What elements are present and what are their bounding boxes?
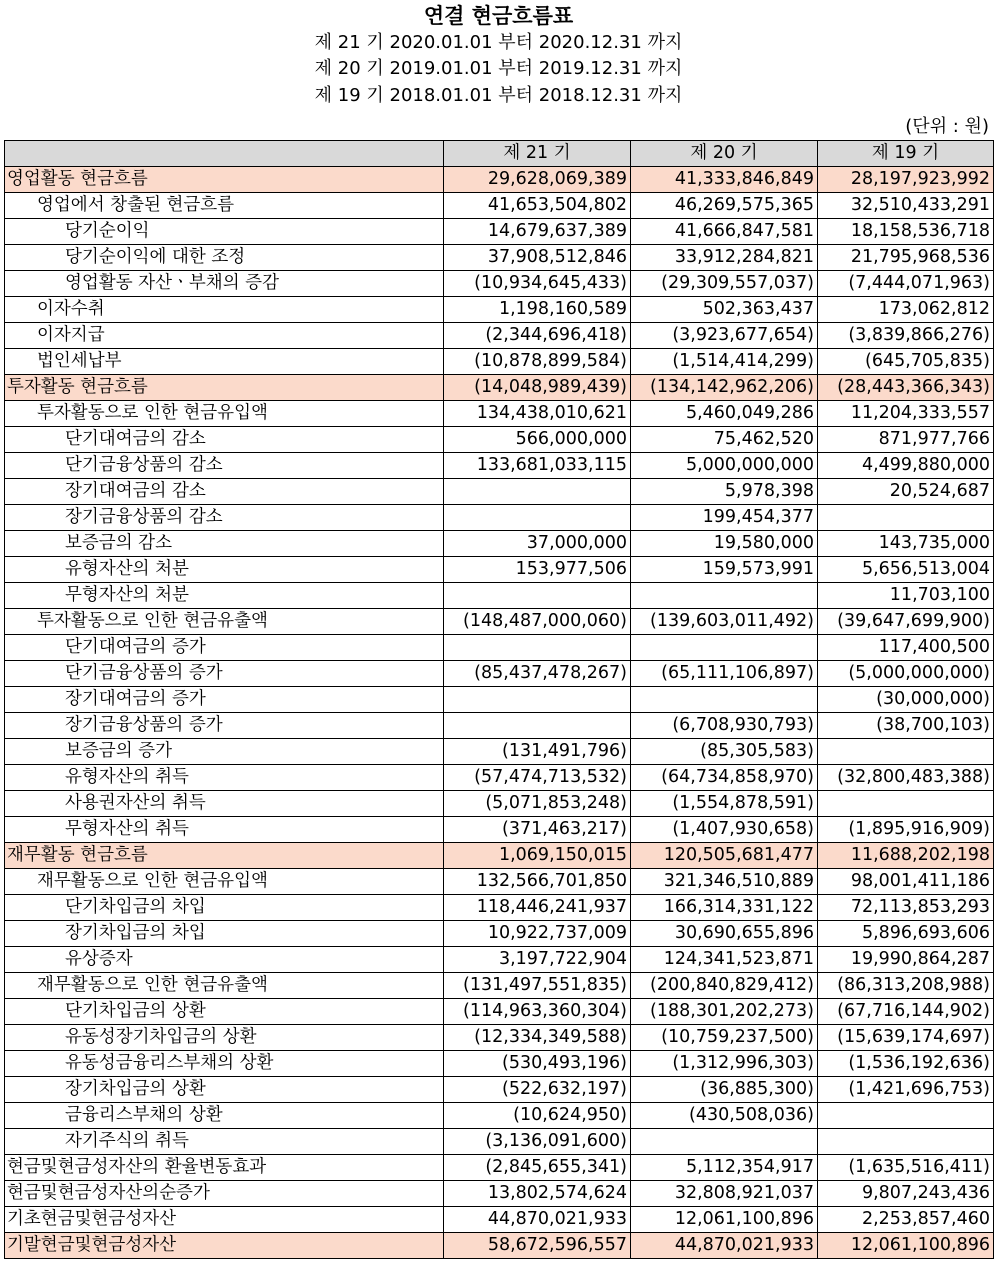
row-label: 자기주식의 취득 <box>5 1129 444 1155</box>
row-value-20: (430,508,036) <box>631 1103 818 1129</box>
row-value-21: (85,437,478,267) <box>444 661 631 687</box>
row-value-20: (64,734,858,970) <box>631 765 818 791</box>
unit-label: (단위 : 원) <box>905 116 989 137</box>
row-value-21: (10,624,950) <box>444 1103 631 1129</box>
row-value-21: (530,493,196) <box>444 1051 631 1077</box>
row-label: 현금및현금성자산의순증가 <box>5 1181 444 1207</box>
row-value-21: (3,136,091,600) <box>444 1129 631 1155</box>
row-value-21: (5,071,853,248) <box>444 791 631 817</box>
row-value-19: (28,443,366,343) <box>818 375 994 401</box>
row-value-20 <box>631 1129 818 1155</box>
row-value-19 <box>818 791 994 817</box>
row-label: 투자활동으로 인한 현금유입액 <box>5 401 444 427</box>
row-value-19 <box>818 505 994 531</box>
row-value-21: 58,672,596,557 <box>444 1233 631 1259</box>
row-label: 기말현금및현금성자산 <box>5 1233 444 1259</box>
row-label: 이자지급 <box>5 323 444 349</box>
table-row <box>5 245 994 271</box>
table-row <box>5 401 994 427</box>
row-value-19: 11,688,202,198 <box>818 843 994 869</box>
row-value-20: 41,666,847,581 <box>631 219 818 245</box>
row-value-21: (522,632,197) <box>444 1077 631 1103</box>
table-row <box>5 1025 994 1051</box>
row-value-21 <box>444 505 631 531</box>
table-row <box>5 1103 994 1129</box>
row-value-20: 5,112,354,917 <box>631 1155 818 1181</box>
row-value-21 <box>444 713 631 739</box>
header-item <box>5 141 444 167</box>
row-value-20: (188,301,202,273) <box>631 999 818 1025</box>
table-row <box>5 427 994 453</box>
row-label: 단기대여금의 감소 <box>5 427 444 453</box>
row-value-20: (1,407,930,658) <box>631 817 818 843</box>
row-value-19: 12,061,100,896 <box>818 1233 994 1259</box>
row-label: 장기금융상품의 감소 <box>5 505 444 531</box>
row-value-20: (1,554,878,591) <box>631 791 818 817</box>
row-label: 유형자산의 취득 <box>5 765 444 791</box>
table-row <box>5 219 994 245</box>
row-value-19: 11,703,100 <box>818 583 994 609</box>
row-value-21: 41,653,504,802 <box>444 193 631 219</box>
table-row <box>5 375 994 401</box>
row-label: 영업활동 현금흐름 <box>5 167 444 193</box>
row-label: 장기대여금의 증가 <box>5 687 444 713</box>
table-row <box>5 1077 994 1103</box>
table-row <box>5 453 994 479</box>
row-value-20: 30,690,655,896 <box>631 921 818 947</box>
table-row <box>5 661 994 687</box>
row-value-21: (2,845,655,341) <box>444 1155 631 1181</box>
table-row <box>5 167 994 193</box>
row-value-21: (371,463,217) <box>444 817 631 843</box>
row-value-21: 14,679,637,389 <box>444 219 631 245</box>
row-label: 보증금의 감소 <box>5 531 444 557</box>
row-value-20: 44,870,021,933 <box>631 1233 818 1259</box>
table-row <box>5 635 994 661</box>
row-value-19: 72,113,853,293 <box>818 895 994 921</box>
row-label: 사용권자산의 취득 <box>5 791 444 817</box>
header-period-20: 제 20 기 <box>631 141 818 167</box>
row-value-21: (57,474,713,532) <box>444 765 631 791</box>
table-row <box>5 1129 994 1155</box>
row-value-20: (10,759,237,500) <box>631 1025 818 1051</box>
row-label: 투자활동으로 인한 현금유출액 <box>5 609 444 635</box>
table-row <box>5 505 994 531</box>
row-value-21: 134,438,010,621 <box>444 401 631 427</box>
row-value-20: 5,460,049,286 <box>631 401 818 427</box>
row-value-21: (10,878,899,584) <box>444 349 631 375</box>
row-label: 장기대여금의 감소 <box>5 479 444 505</box>
row-value-19: (1,536,192,636) <box>818 1051 994 1077</box>
row-value-20 <box>631 583 818 609</box>
row-value-21: 133,681,033,115 <box>444 453 631 479</box>
table-row <box>5 479 994 505</box>
row-value-20: 12,061,100,896 <box>631 1207 818 1233</box>
row-value-20: 502,363,437 <box>631 297 818 323</box>
row-value-20: 166,314,331,122 <box>631 895 818 921</box>
row-label: 금융리스부채의 상환 <box>5 1103 444 1129</box>
row-label: 무형자산의 처분 <box>5 583 444 609</box>
row-value-20: 124,341,523,871 <box>631 947 818 973</box>
table-row <box>5 1181 994 1207</box>
row-value-19: (7,444,071,963) <box>818 271 994 297</box>
row-label: 재무활동 현금흐름 <box>5 843 444 869</box>
table-row <box>5 193 994 219</box>
row-label: 단기금융상품의 감소 <box>5 453 444 479</box>
row-value-19: 18,158,536,718 <box>818 219 994 245</box>
row-value-21 <box>444 479 631 505</box>
row-label: 무형자산의 취득 <box>5 817 444 843</box>
row-value-21: (12,334,349,588) <box>444 1025 631 1051</box>
row-value-20 <box>631 687 818 713</box>
row-value-20: (1,514,414,299) <box>631 349 818 375</box>
table-row <box>5 583 994 609</box>
row-value-21: 13,802,574,624 <box>444 1181 631 1207</box>
row-value-19: 19,990,864,287 <box>818 947 994 973</box>
row-value-19: 9,807,243,436 <box>818 1181 994 1207</box>
table-row <box>5 1155 994 1181</box>
table-row <box>5 843 994 869</box>
row-label: 이자수취 <box>5 297 444 323</box>
row-value-21: (131,491,796) <box>444 739 631 765</box>
table-row <box>5 791 994 817</box>
row-value-20: 321,346,510,889 <box>631 869 818 895</box>
table-row <box>5 297 994 323</box>
period-line-21: 제 21 기 2020.01.01 부터 2020.12.31 까지 <box>314 32 683 53</box>
table-row <box>5 557 994 583</box>
row-value-19: (32,800,483,388) <box>818 765 994 791</box>
row-value-20: (134,142,962,206) <box>631 375 818 401</box>
row-value-19: 5,896,693,606 <box>818 921 994 947</box>
table-row <box>5 739 994 765</box>
table-row <box>5 921 994 947</box>
table-row <box>5 765 994 791</box>
row-value-19: 21,795,968,536 <box>818 245 994 271</box>
row-label: 당기순이익 <box>5 219 444 245</box>
row-value-20: 19,580,000 <box>631 531 818 557</box>
row-label: 단기차입금의 차입 <box>5 895 444 921</box>
row-value-21: 132,566,701,850 <box>444 869 631 895</box>
row-label: 단기금융상품의 증가 <box>5 661 444 687</box>
table-row <box>5 531 994 557</box>
row-label: 투자활동 현금흐름 <box>5 375 444 401</box>
row-label: 법인세납부 <box>5 349 444 375</box>
table-row <box>5 687 994 713</box>
row-value-20 <box>631 635 818 661</box>
row-value-19 <box>818 1103 994 1129</box>
table-row <box>5 895 994 921</box>
row-label: 유형자산의 처분 <box>5 557 444 583</box>
row-value-19: (3,839,866,276) <box>818 323 994 349</box>
row-value-19: (1,421,696,753) <box>818 1077 994 1103</box>
table-body <box>5 167 994 1259</box>
row-value-19: 11,204,333,557 <box>818 401 994 427</box>
row-value-20: (1,312,996,303) <box>631 1051 818 1077</box>
row-value-19: (15,639,174,697) <box>818 1025 994 1051</box>
row-value-21: 44,870,021,933 <box>444 1207 631 1233</box>
page-title: 연결 현금흐름표 <box>423 4 574 28</box>
row-value-19 <box>818 1129 994 1155</box>
row-value-20: 41,333,846,849 <box>631 167 818 193</box>
row-label: 유동성금융리스부채의 상환 <box>5 1051 444 1077</box>
row-label: 보증금의 증가 <box>5 739 444 765</box>
row-label: 장기차입금의 상환 <box>5 1077 444 1103</box>
row-value-21: 566,000,000 <box>444 427 631 453</box>
row-value-21: 153,977,506 <box>444 557 631 583</box>
row-value-19: 28,197,923,992 <box>818 167 994 193</box>
row-value-19: (67,716,144,902) <box>818 999 994 1025</box>
row-value-20: 75,462,520 <box>631 427 818 453</box>
table-row <box>5 973 994 999</box>
table-header-row <box>5 141 994 167</box>
row-value-19: 173,062,812 <box>818 297 994 323</box>
row-label: 유동성장기차입금의 상환 <box>5 1025 444 1051</box>
period-line-19: 제 19 기 2018.01.01 부터 2018.12.31 까지 <box>314 85 683 106</box>
row-value-20: (3,923,677,654) <box>631 323 818 349</box>
row-value-19: 143,735,000 <box>818 531 994 557</box>
table-row <box>5 713 994 739</box>
row-label: 단기대여금의 증가 <box>5 635 444 661</box>
table-row <box>5 1207 994 1233</box>
row-value-19: 98,001,411,186 <box>818 869 994 895</box>
table-row <box>5 323 994 349</box>
row-label: 영업에서 창출된 현금흐름 <box>5 193 444 219</box>
row-value-21 <box>444 583 631 609</box>
table-row <box>5 271 994 297</box>
table-row <box>5 1233 994 1259</box>
row-value-19: (39,647,699,900) <box>818 609 994 635</box>
row-value-20: 5,978,398 <box>631 479 818 505</box>
row-label: 재무활동으로 인한 현금유출액 <box>5 973 444 999</box>
row-value-21 <box>444 635 631 661</box>
row-value-20: 5,000,000,000 <box>631 453 818 479</box>
row-value-20: 33,912,284,821 <box>631 245 818 271</box>
row-value-20: (200,840,829,412) <box>631 973 818 999</box>
row-value-21: 10,922,737,009 <box>444 921 631 947</box>
table-row <box>5 999 994 1025</box>
row-value-19: 5,656,513,004 <box>818 557 994 583</box>
row-label: 재무활동으로 인한 현금유입액 <box>5 869 444 895</box>
row-value-19: 4,499,880,000 <box>818 453 994 479</box>
row-value-19: 20,524,687 <box>818 479 994 505</box>
row-value-21: (10,934,645,433) <box>444 271 631 297</box>
row-label: 단기차입금의 상환 <box>5 999 444 1025</box>
row-value-21: 118,446,241,937 <box>444 895 631 921</box>
row-label: 영업활동 자산ㆍ부채의 증감 <box>5 271 444 297</box>
table-row <box>5 349 994 375</box>
table-row <box>5 1051 994 1077</box>
row-value-20: (85,305,583) <box>631 739 818 765</box>
row-value-20: (65,111,106,897) <box>631 661 818 687</box>
row-value-19: (1,895,916,909) <box>818 817 994 843</box>
row-value-20: 46,269,575,365 <box>631 193 818 219</box>
table-row <box>5 947 994 973</box>
row-value-19: 871,977,766 <box>818 427 994 453</box>
row-value-19: 117,400,500 <box>818 635 994 661</box>
row-value-21: 37,000,000 <box>444 531 631 557</box>
header-period-21: 제 21 기 <box>444 141 631 167</box>
row-label: 유상증자 <box>5 947 444 973</box>
row-value-21: (114,963,360,304) <box>444 999 631 1025</box>
row-value-19: (645,705,835) <box>818 349 994 375</box>
row-value-21: 1,198,160,589 <box>444 297 631 323</box>
row-value-19: (1,635,516,411) <box>818 1155 994 1181</box>
table-row <box>5 869 994 895</box>
row-value-20: (6,708,930,793) <box>631 713 818 739</box>
period-line-20: 제 20 기 2019.01.01 부터 2019.12.31 까지 <box>314 58 683 79</box>
row-value-20: 159,573,991 <box>631 557 818 583</box>
row-value-19: (5,000,000,000) <box>818 661 994 687</box>
row-value-19: (30,000,000) <box>818 687 994 713</box>
row-value-21: (2,344,696,418) <box>444 323 631 349</box>
row-label: 장기금융상품의 증가 <box>5 713 444 739</box>
row-value-21 <box>444 687 631 713</box>
row-value-19: 2,253,857,460 <box>818 1207 994 1233</box>
row-value-20: 32,808,921,037 <box>631 1181 818 1207</box>
row-value-19: (38,700,103) <box>818 713 994 739</box>
row-value-19 <box>818 739 994 765</box>
cash-flow-table <box>4 140 994 1259</box>
row-label: 기초현금및현금성자산 <box>5 1207 444 1233</box>
row-value-21: 1,069,150,015 <box>444 843 631 869</box>
row-value-19: (86,313,208,988) <box>818 973 994 999</box>
row-value-20: (36,885,300) <box>631 1077 818 1103</box>
row-value-20: 199,454,377 <box>631 505 818 531</box>
row-value-20: 120,505,681,477 <box>631 843 818 869</box>
table-row <box>5 817 994 843</box>
row-label: 장기차입금의 차입 <box>5 921 444 947</box>
row-value-21: (131,497,551,835) <box>444 973 631 999</box>
row-value-20: (139,603,011,492) <box>631 609 818 635</box>
row-value-19: 32,510,433,291 <box>818 193 994 219</box>
row-label: 현금및현금성자산의 환율변동효과 <box>5 1155 444 1181</box>
table-row <box>5 609 994 635</box>
header-period-19: 제 19 기 <box>818 141 994 167</box>
row-value-21: (148,487,000,060) <box>444 609 631 635</box>
row-value-20: (29,309,557,037) <box>631 271 818 297</box>
row-label: 당기순이익에 대한 조정 <box>5 245 444 271</box>
row-value-21: 29,628,069,389 <box>444 167 631 193</box>
row-value-21: (14,048,989,439) <box>444 375 631 401</box>
row-value-21: 3,197,722,904 <box>444 947 631 973</box>
row-value-21: 37,908,512,846 <box>444 245 631 271</box>
